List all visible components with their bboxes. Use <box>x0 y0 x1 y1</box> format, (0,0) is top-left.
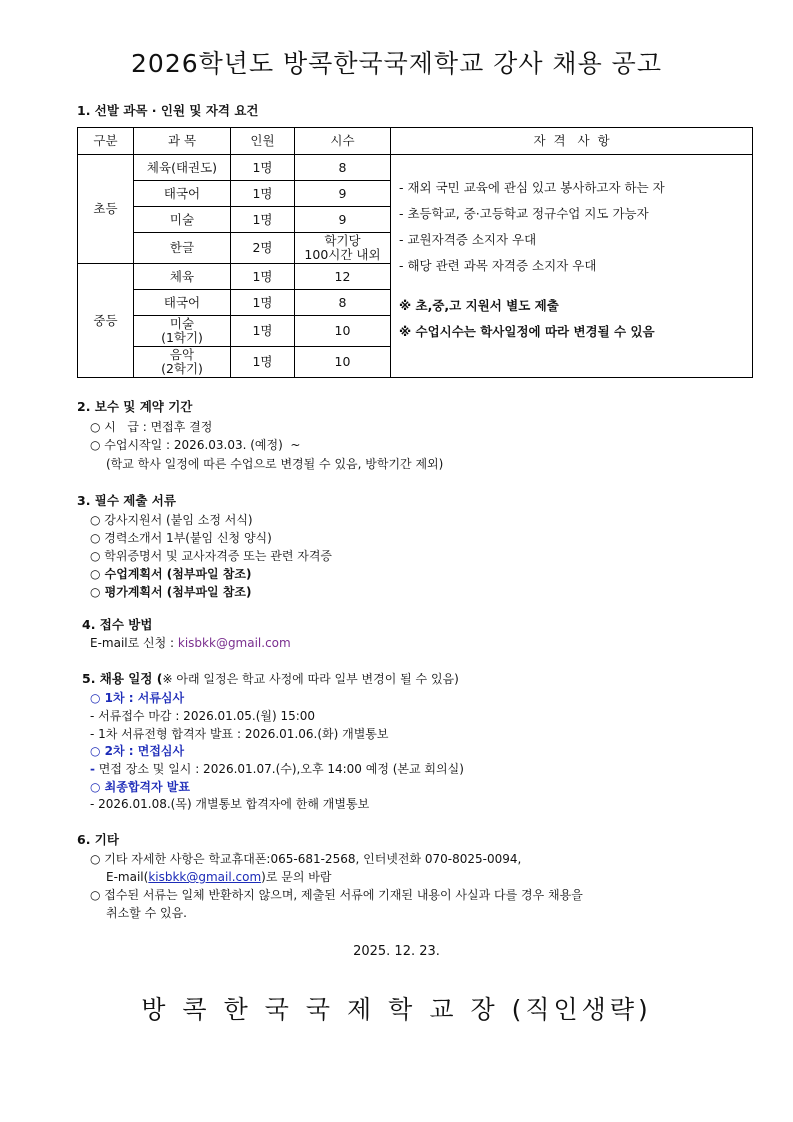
qualification-note: ※ 수업시수는 학사일정에 따라 변경될 수 있음 <box>399 324 655 339</box>
requirements-table <box>77 127 753 378</box>
document-item-bold: ○ 수업계획서 (첨부파일 참조) <box>90 567 252 581</box>
notice-line: ○ 접수된 서류는 일체 반환하지 않으며, 제출된 서류에 기재된 내용이 사실과 다를 경우 채용을 <box>90 888 583 902</box>
header-hours: 시수 <box>295 128 391 155</box>
step2-line: 면접 장소 및 일시 : 2026.01.07.(수),오후 14:00 예정 (본교 회의실) <box>94 762 464 776</box>
count-cell: 1명 <box>231 264 295 290</box>
page-title: 2026학년도 방콕한국국제학교 강사 채용 공고 <box>131 49 662 78</box>
subject-cell: 미술 <box>134 207 231 233</box>
pay-line: ○ 시 급 : 면접후 결정 <box>90 420 213 434</box>
qualification-item: - 초등학교, 중·고등학교 정규수업 지도 가능자 <box>399 206 649 221</box>
table-row <box>78 155 753 181</box>
section5-note: ※ 아래 일정은 학교 사정에 따라 일부 변경이 될 수 있음) <box>162 672 459 686</box>
step1-line: - 서류접수 마감 : 2026.01.05.(월) 15:00 <box>90 709 316 723</box>
start-date-line: ○ 수업시작일 : 2026.03.03. (예정) ~ <box>90 438 301 452</box>
header-category: 구분 <box>78 128 134 155</box>
subject-cell: 미술 (1학기) <box>134 316 231 347</box>
issue-date: 2025. 12. 23. <box>353 944 440 959</box>
section5-heading-line <box>82 669 459 687</box>
count-cell: 1명 <box>231 316 295 347</box>
section5-heading: 5. 채용 일정 ( <box>82 671 163 686</box>
step2-line-wrap <box>90 760 464 777</box>
category-elementary: 초등 <box>78 155 134 264</box>
count-cell: 1명 <box>231 207 295 233</box>
qualifications-cell <box>391 155 753 378</box>
document-item: ○ 학위증명서 및 교사자격증 또는 관련 자격증 <box>90 549 333 563</box>
subject-cell: 한글 <box>134 233 231 264</box>
contact-email-link[interactable]: kisbkk@gmail.com <box>148 870 262 884</box>
document-item: ○ 강사지원서 (붙임 소정 서식) <box>90 513 253 527</box>
step3-title: ○ 최종합격자 발표 <box>90 780 190 794</box>
document-item-bold: ○ 평가계획서 (첨부파일 참조) <box>90 585 252 599</box>
contact-email-prefix: E-mail( <box>106 870 149 884</box>
count-cell: 1명 <box>231 155 295 181</box>
section3-heading: 3. 필수 제출 서류 <box>77 493 176 508</box>
document-item: ○ 경력소개서 1부(붙임 신청 양식) <box>90 531 272 545</box>
hours-cell: 10 <box>295 316 391 347</box>
section4-heading: 4. 접수 방법 <box>82 617 153 632</box>
header-qualifications: 자 격 사 항 <box>391 128 753 155</box>
count-cell: 1명 <box>231 181 295 207</box>
step3-line: - 2026.01.08.(목) 개별통보 합격자에 한해 개별통보 <box>90 797 370 811</box>
step1-line: - 1차 서류전형 합격자 발표 : 2026.01.06.(화) 개별통보 <box>90 727 389 741</box>
count-cell: 1명 <box>231 290 295 316</box>
subject-cell: 태국어 <box>134 181 231 207</box>
contact-email-suffix: )로 문의 바람 <box>261 870 332 884</box>
step2-title: ○ 2차 : 면접심사 <box>90 744 185 758</box>
subject-cell: 음악 (2학기) <box>134 347 231 378</box>
header-count: 인원 <box>231 128 295 155</box>
signature-suffix: (직인생략) <box>511 995 652 1024</box>
hours-cell: 8 <box>295 290 391 316</box>
apply-method-line <box>90 634 291 651</box>
section2-heading: 2. 보수 및 계약 기간 <box>77 399 193 414</box>
apply-email[interactable]: kisbkk@gmail.com <box>177 636 291 650</box>
count-cell: 1명 <box>231 347 295 378</box>
section1-heading: 1. 선발 과목 · 인원 및 자격 요건 <box>77 103 259 118</box>
hours-cell: 8 <box>295 155 391 181</box>
header-subject: 과 목 <box>134 128 231 155</box>
step2-dash: - <box>90 762 95 776</box>
notice-line: 취소할 수 있음. <box>106 906 187 920</box>
hours-cell: 12 <box>295 264 391 290</box>
count-cell: 2명 <box>231 233 295 264</box>
category-middle: 중등 <box>78 264 134 378</box>
subject-cell: 체육(태권도) <box>134 155 231 181</box>
subject-cell: 태국어 <box>134 290 231 316</box>
hours-cell: 학기당 100시간 내외 <box>295 233 391 264</box>
subject-cell: 체육 <box>134 264 231 290</box>
signature-name: 방콕한국국제학교장 <box>141 995 512 1024</box>
apply-prefix: E-mail로 신청 : <box>90 636 178 650</box>
step1-title: ○ 1차 : 서류심사 <box>90 691 185 705</box>
section6-heading: 6. 기타 <box>77 832 119 847</box>
qualification-item: - 교원자격증 소지자 우대 <box>399 232 537 247</box>
signature <box>0 990 793 1026</box>
hours-cell: 9 <box>295 207 391 233</box>
qualification-item: - 재외 국민 교육에 관심 있고 봉사하고자 하는 자 <box>399 180 665 195</box>
qualification-note: ※ 초,중,고 지원서 별도 제출 <box>399 298 559 313</box>
qualification-item: - 해당 관련 과목 자격증 소지자 우대 <box>399 258 597 273</box>
contact-email-line <box>106 868 331 885</box>
hours-cell: 9 <box>295 181 391 207</box>
schedule-note-line: (학교 학사 일정에 따른 수업으로 변경될 수 있음, 방학기간 제외) <box>106 457 444 471</box>
hours-cell: 10 <box>295 347 391 378</box>
contact-line: ○ 기타 자세한 사항은 학교휴대폰:065-681-2568, 인터넷전화 070-8025-0094, <box>90 852 522 866</box>
